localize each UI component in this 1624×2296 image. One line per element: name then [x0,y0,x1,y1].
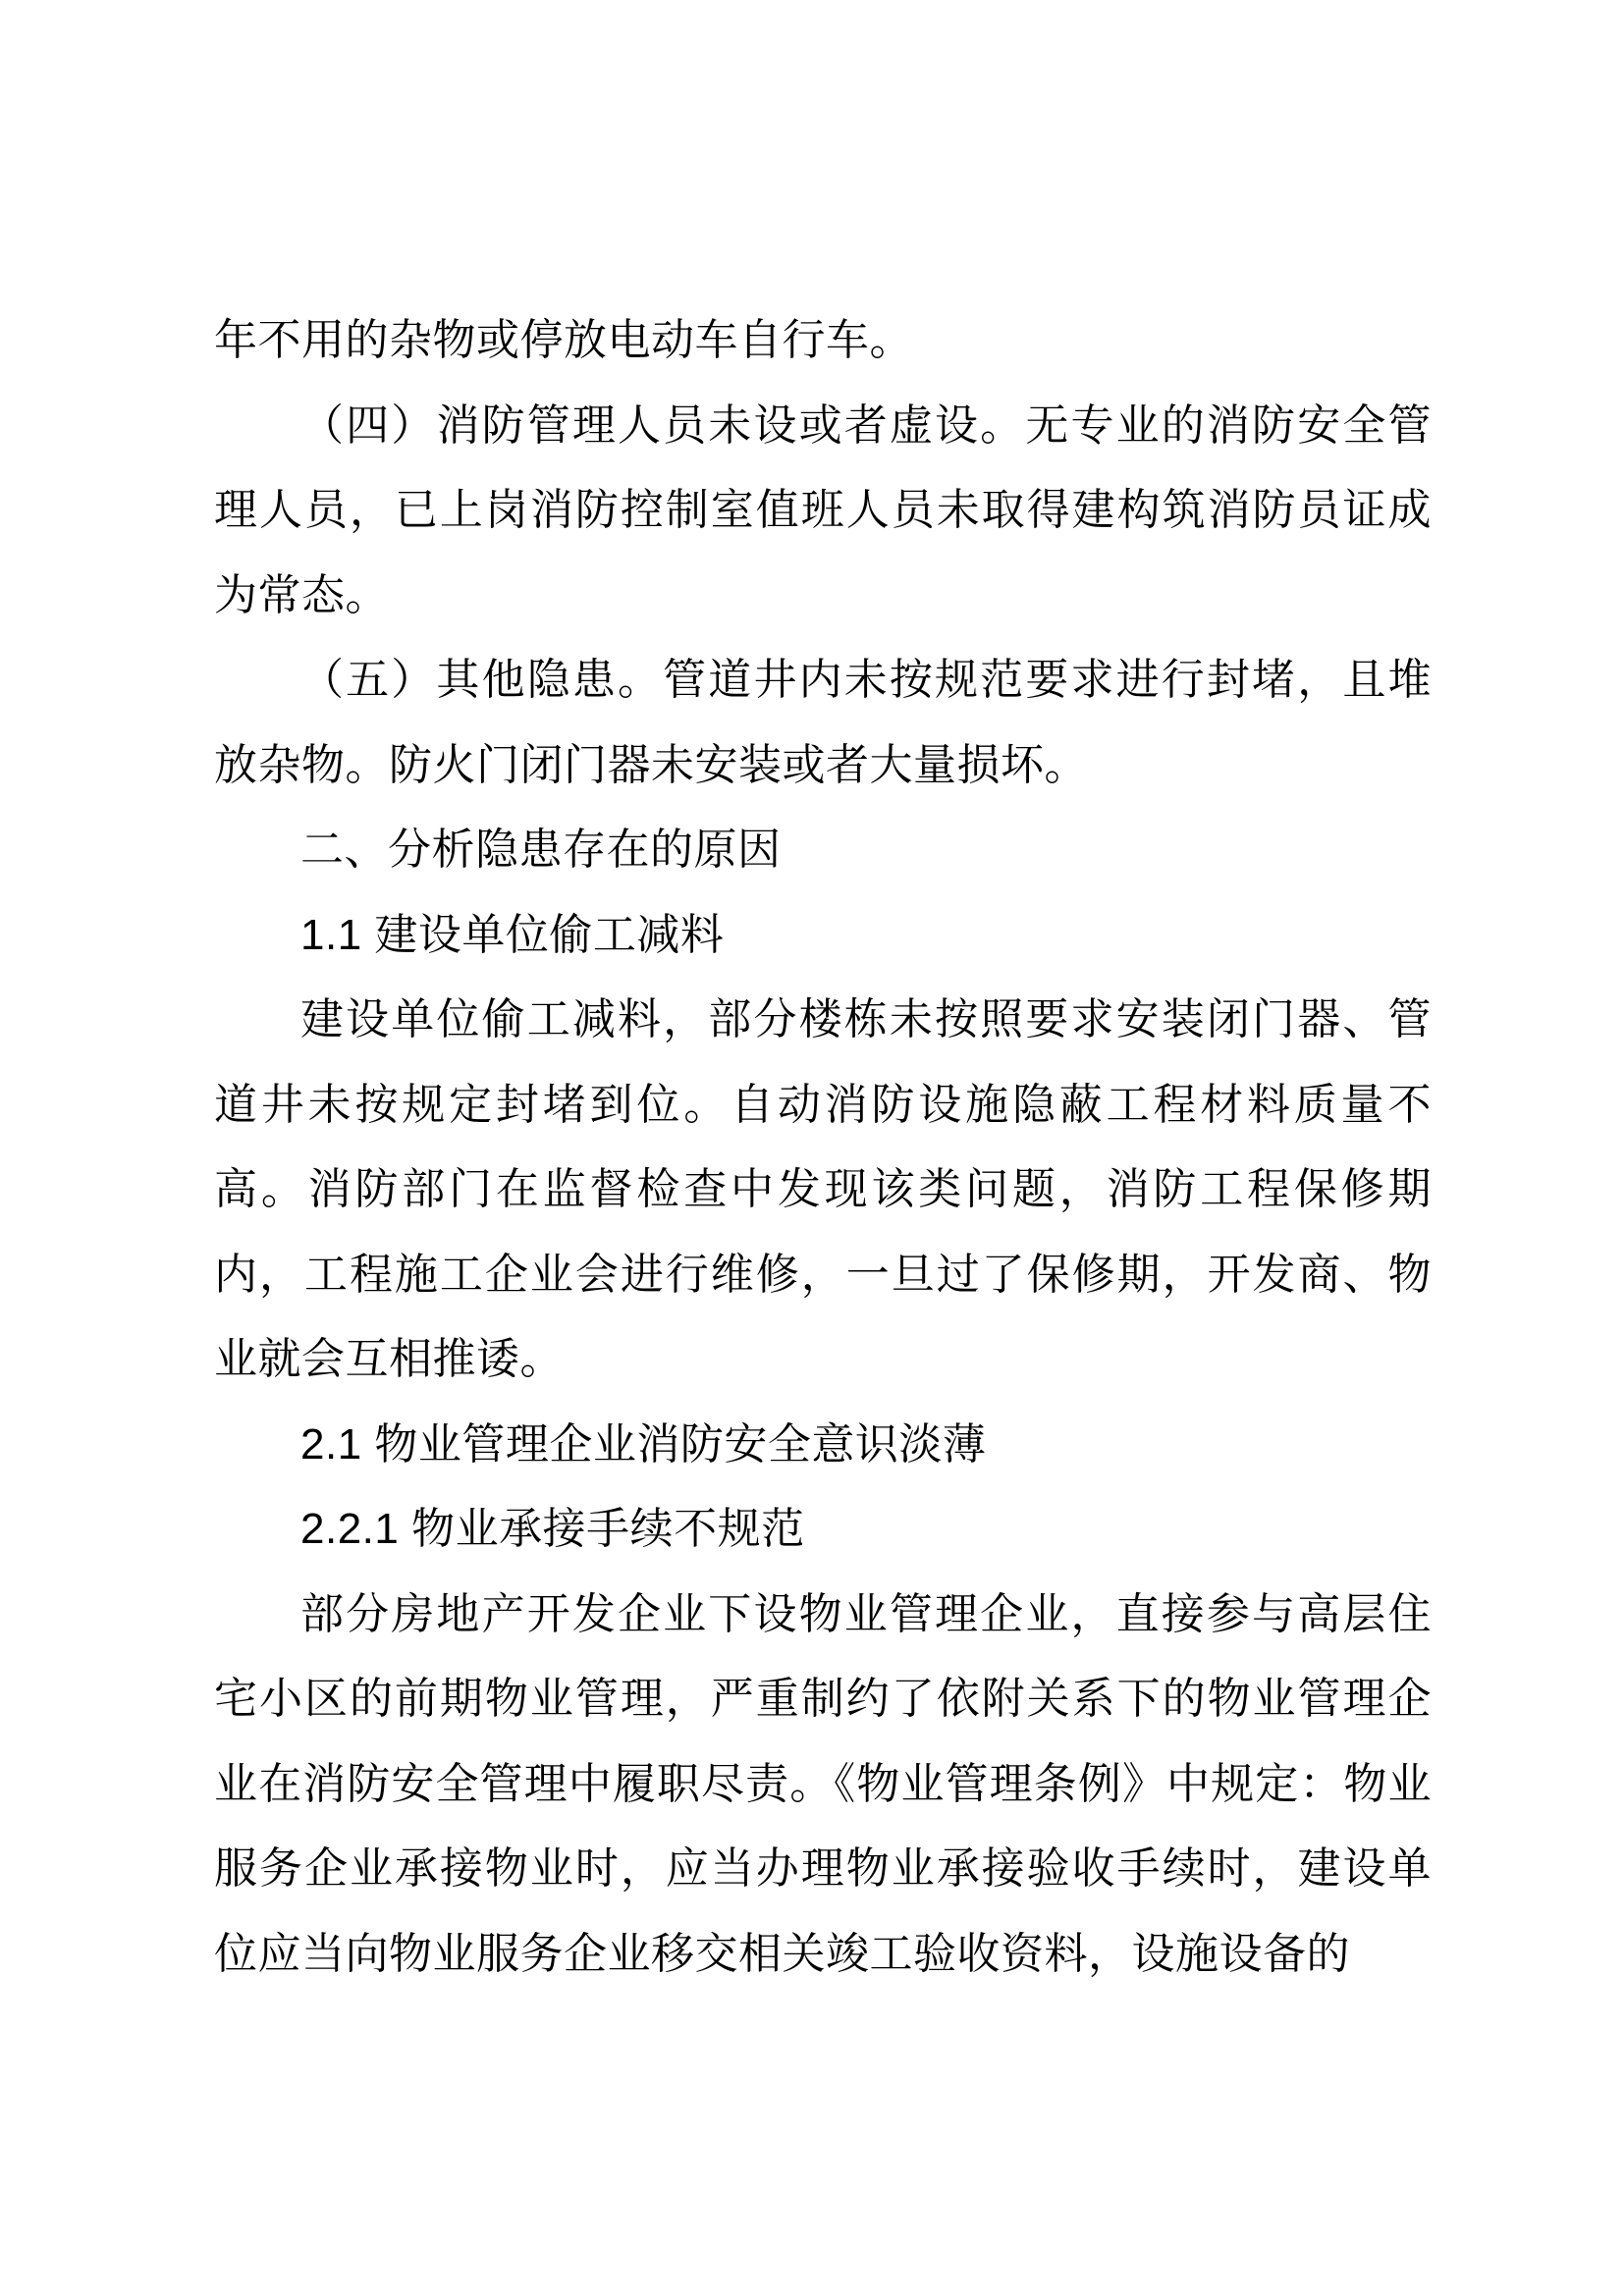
paragraph-3: （五）其他隐患。管道井内未按规范要求进行封堵，且堆放杂物。防火门闭门器未安装或者大量损坏。 [214,656,1432,789]
paragraph-1: 年不用的杂物或停放电动车自行车。 [214,316,913,364]
document-body [214,298,1432,1997]
paragraph-7: 2.1 物业管理企业消防安全意识淡薄 [300,1419,987,1468]
paragraph-8: 2.2.1 物业承接手续不规范 [300,1505,805,1553]
paragraph-9: 部分房地产开发企业下设物业管理企业，直接参与高层住宅小区的前期物业管理，严重制约了依附关系下的物业管理企业在消防安全管理中履职尽责。《物业管理条例》中规定：物业服务企业承接物业时，应当办理物业承接验收手续时，建设单位应当向物业服务企业移交相关竣工验收资料，设施设备的 [214,1589,1432,1978]
paragraph-4: 二、分析隐患存在的原因 [300,826,782,874]
paragraph-2: （四）消防管理人员未设或者虚设。无专业的消防安全管理人员，已上岗消防控制室值班人员未取得建构筑消防员证成为常态。 [214,400,1432,619]
paragraph-5: 1.1 建设单位偷工减料 [300,910,725,959]
paragraph-6: 建设单位偷工减料，部分楼栋未按照要求安装闭门器、管道井未按规定封堵到位。自动消防设施隐蔽工程材料质量不高。消防部门在监督检查中发现该类问题，消防工程保修期内，工程施工企业会进行维修，一旦过了保修期，开发商、物业就会互相推诿。 [214,995,1432,1383]
